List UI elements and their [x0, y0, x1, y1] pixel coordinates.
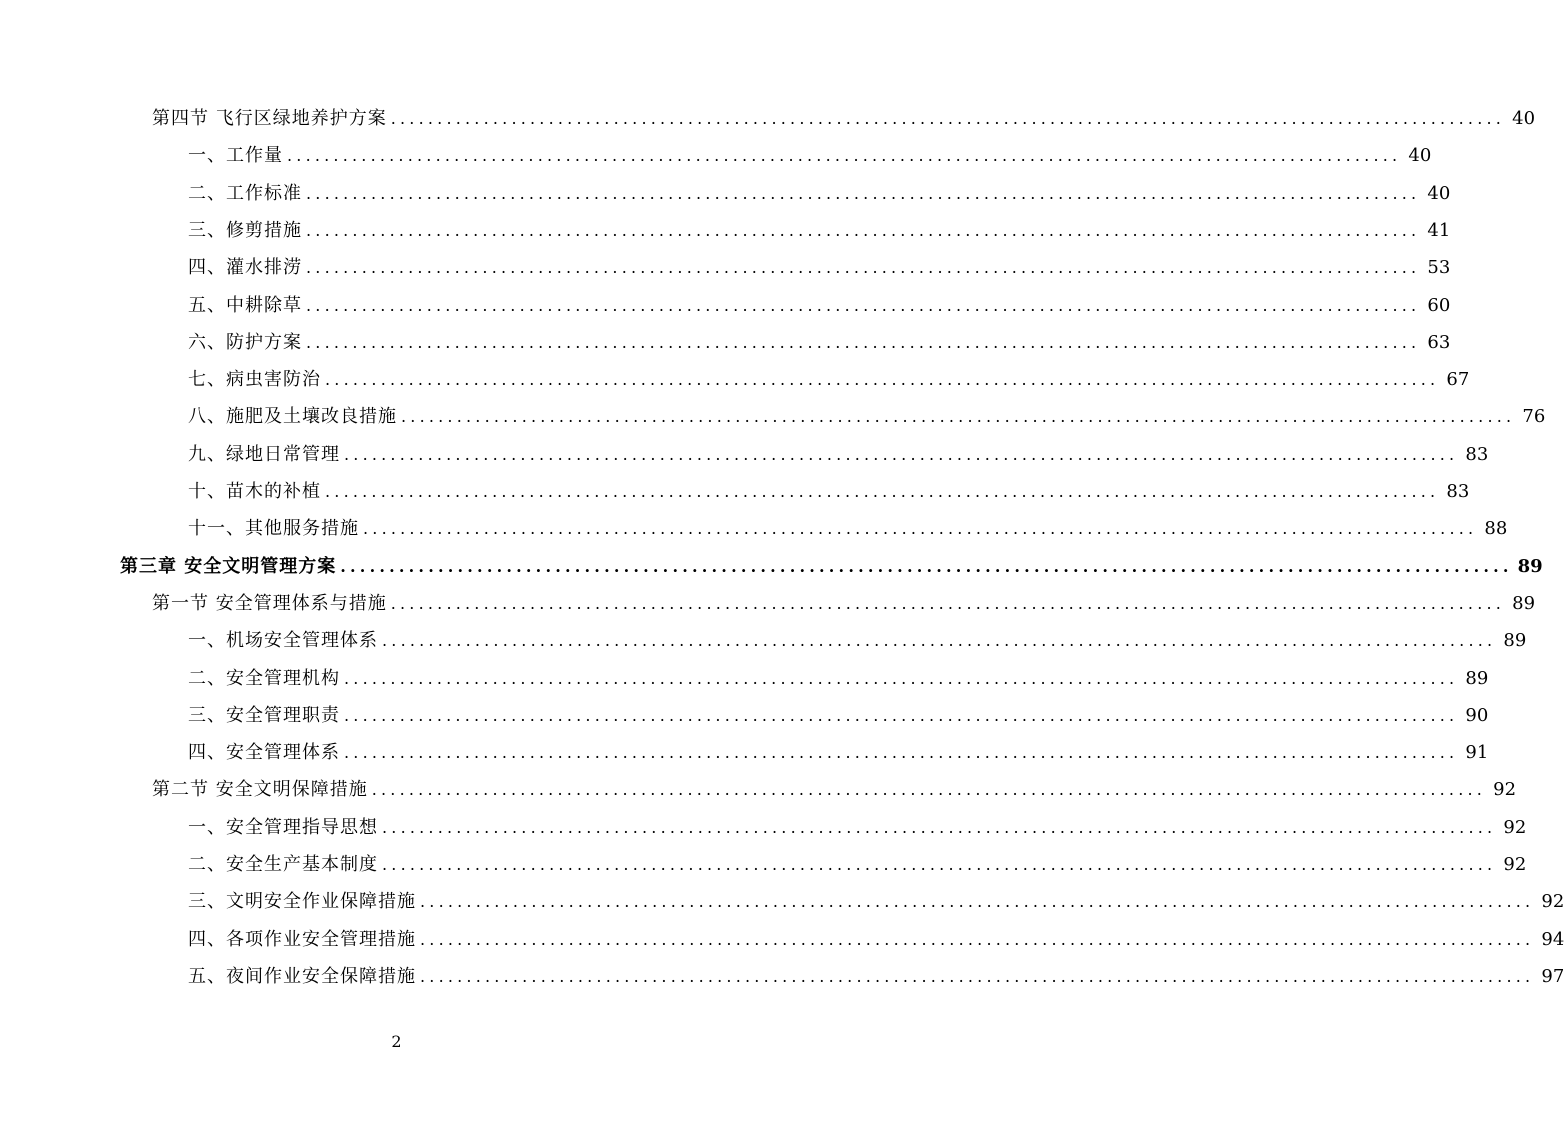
toc-entry-page: 53 [1427, 257, 1451, 279]
page-number: 2 [391, 1032, 402, 1051]
toc-entry-label: 第四节 飞行区绿地养护方案 [152, 108, 387, 129]
toc-entry[interactable] [188, 622, 1527, 659]
toc-entry[interactable] [188, 436, 1489, 473]
toc-entry-page: 92 [1503, 854, 1527, 875]
toc-entry-page: 92 [1541, 891, 1564, 913]
toc-dot-leader: ........................................................................................................................ [306, 220, 1421, 240]
toc-entry-page: 40 [1512, 108, 1536, 129]
toc-dot-leader: ........................................................................................................................ [390, 109, 1506, 128]
toc-entry-label: 六、防护方案 [188, 331, 302, 353]
toc-dot-leader: ........................................................................................................................ [401, 407, 1516, 427]
toc-entry-label: 四、安全管理体系 [188, 742, 340, 764]
toc-entry-label: 二、安全生产基本制度 [188, 854, 378, 875]
toc-entry-label: 二、工作标准 [188, 182, 302, 204]
toc-entry-label: 三、修剪措施 [188, 219, 302, 241]
toc-dot-leader: ........................................................................................................................ [371, 780, 1487, 800]
toc-entry-label: 八、施肥及土壤改良措施 [188, 406, 397, 428]
toc-entry-label: 三、安全管理职责 [188, 704, 340, 726]
toc-entry-page: 94 [1541, 928, 1564, 950]
toc-entry-page: 89 [1512, 592, 1536, 614]
toc-dot-leader: ........................................................................................................................ [306, 258, 1421, 278]
toc-dot-leader: ........................................................................................................................ [382, 855, 1497, 874]
toc-dot-leader: ........................................................................................................................ [420, 929, 1535, 949]
toc-entry-label: 九、绿地日常管理 [188, 443, 340, 465]
toc-entry-page: 83 [1465, 443, 1489, 465]
toc-dot-leader: ........................................................................................................................ [325, 482, 1440, 501]
toc-entry-page: 41 [1427, 219, 1451, 241]
toc-entry-label: 第三章 安全文明管理方案 [120, 555, 337, 577]
toc-entry-label: 三、文明安全作业保障措施 [188, 891, 416, 913]
toc-dot-leader: ........................................................................................................................ [340, 556, 1513, 576]
toc-entry-label: 一、工作量 [188, 145, 283, 167]
toc-entry-page: 97 [1541, 965, 1564, 987]
toc-dot-leader: ........................................................................................................................ [363, 519, 1478, 539]
toc-entry-label: 一、安全管理指导思想 [188, 816, 378, 838]
toc-entry-page: 90 [1465, 704, 1489, 726]
toc-entry-page: 88 [1484, 518, 1508, 540]
toc-dot-leader: ........................................................................................................................ [306, 295, 1421, 315]
toc-entry[interactable] [188, 212, 1451, 249]
toc-entry[interactable] [188, 473, 1470, 510]
toc-entry[interactable] [188, 287, 1451, 324]
toc-dot-leader: ........................................................................................................................ [306, 183, 1421, 203]
toc-entry[interactable] [188, 958, 1564, 995]
toc-entry-label: 五、夜间作业安全保障措施 [188, 965, 416, 987]
toc-entry-label: 七、病虫害防治 [188, 369, 321, 391]
toc-entry[interactable] [188, 697, 1489, 734]
toc-entry-page: 92 [1503, 816, 1527, 838]
toc-dot-leader: ........................................................................................................................ [344, 444, 1459, 464]
toc-dot-leader: ........................................................................................................................ [344, 668, 1459, 688]
toc-entry-page: 76 [1522, 406, 1546, 428]
toc-entry-label: 一、机场安全管理体系 [188, 630, 378, 652]
toc-entry[interactable] [188, 249, 1451, 286]
toc-entry[interactable] [188, 883, 1564, 920]
toc-entry-page: 40 [1427, 182, 1451, 204]
toc-entry-page: 91 [1465, 742, 1489, 764]
toc-entry[interactable] [188, 175, 1451, 212]
toc-entry-page: 89 [1503, 630, 1527, 652]
toc-entry[interactable] [152, 100, 1536, 137]
toc-entry[interactable] [188, 137, 1432, 174]
toc-entry-page: 67 [1446, 369, 1470, 391]
toc-entry[interactable] [120, 548, 1543, 585]
toc-dot-leader: ........................................................................................................................ [306, 332, 1421, 352]
toc-entry-label: 第二节 安全文明保障措施 [152, 779, 368, 801]
toc-entry[interactable] [188, 398, 1546, 435]
toc-entry-label: 十、苗木的补植 [188, 481, 321, 502]
toc-entry[interactable] [188, 846, 1527, 883]
toc-entry-page: 92 [1493, 779, 1517, 801]
toc-entry[interactable] [152, 585, 1536, 622]
toc-dot-leader: ........................................................................................................................ [420, 966, 1535, 986]
toc-entry-page: 89 [1517, 555, 1543, 577]
toc-dot-leader: ........................................................................................................................ [325, 370, 1440, 390]
toc-entry-label: 四、各项作业安全管理措施 [188, 928, 416, 950]
toc-entry-label: 十一、其他服务措施 [188, 518, 359, 540]
toc-entry-label: 第一节 安全管理体系与措施 [152, 592, 387, 614]
toc-entry-page: 89 [1465, 667, 1489, 689]
toc-dot-leader: ........................................................................................................................ [382, 631, 1497, 651]
toc-dot-leader: ........................................................................................................................ [344, 705, 1459, 725]
toc-entry-page: 60 [1427, 294, 1451, 316]
toc-dot-leader: ........................................................................................................................ [382, 817, 1497, 837]
toc-entry-label: 五、中耕除草 [188, 294, 302, 316]
toc-entry[interactable] [188, 921, 1564, 958]
toc-entry-page: 40 [1408, 145, 1432, 167]
toc-dot-leader: ........................................................................................................................ [420, 892, 1535, 912]
toc-dot-leader: ........................................................................................................................ [344, 743, 1459, 763]
toc-dot-leader: ........................................................................................................................ [390, 593, 1506, 613]
toc-entry[interactable] [188, 324, 1451, 361]
toc-entry[interactable] [188, 660, 1489, 697]
toc-entry-page: 63 [1427, 331, 1451, 353]
toc-entry-label: 四、灌水排涝 [188, 257, 302, 279]
toc-entry[interactable] [188, 734, 1489, 771]
toc-entry[interactable] [188, 809, 1527, 846]
toc-entry-label: 二、安全管理机构 [188, 667, 340, 689]
toc-entry-page: 83 [1446, 481, 1470, 502]
toc-entry[interactable] [152, 771, 1517, 808]
toc-entry[interactable] [188, 361, 1470, 398]
toc-entry[interactable] [188, 510, 1508, 547]
toc-dot-leader: ........................................................................................................................ [287, 146, 1402, 166]
